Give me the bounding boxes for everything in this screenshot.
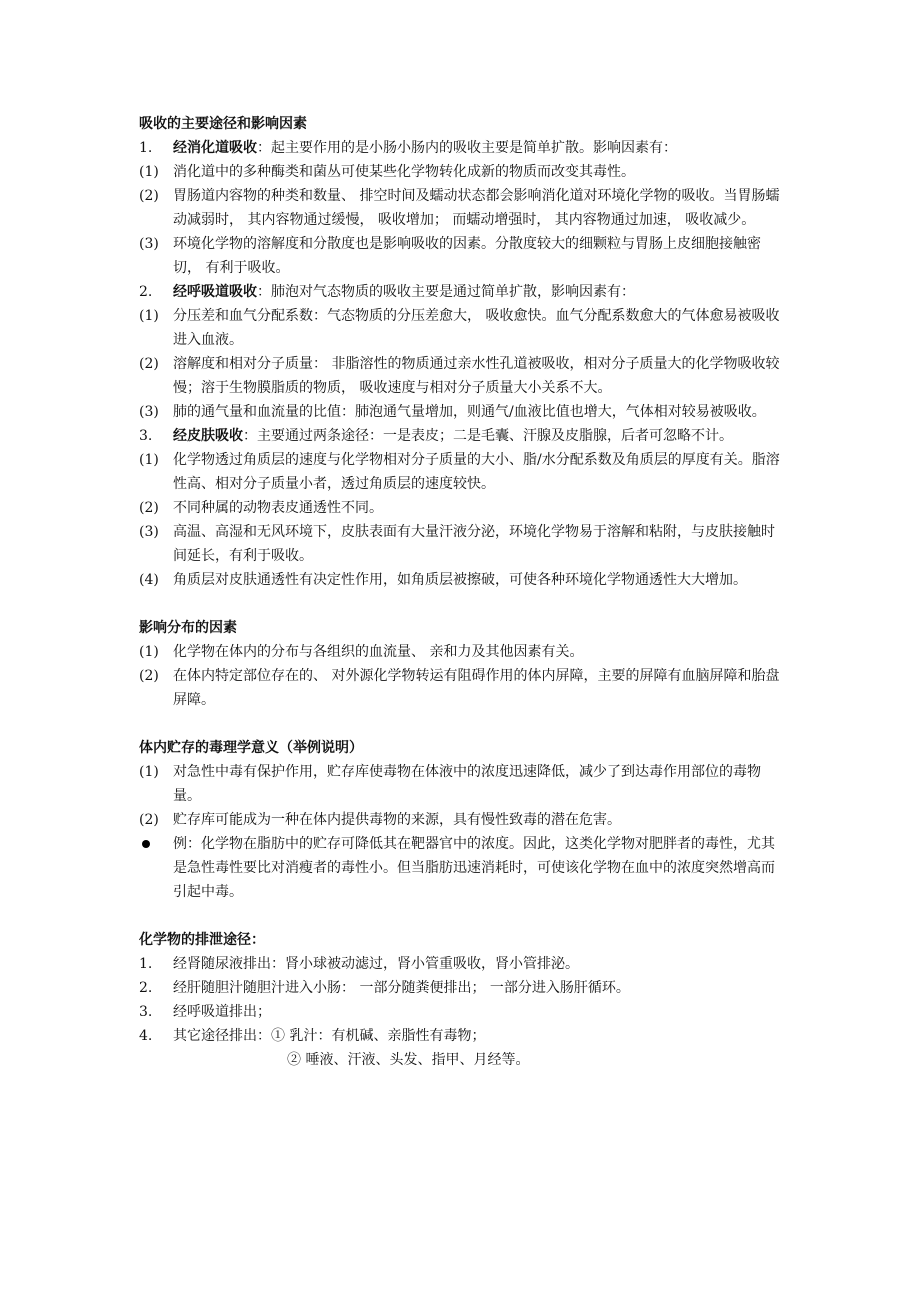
list-item: (2) 贮存库可能成为一种在体内提供毒物的来源，具有慢性致毒的潜在危害。: [139, 812, 621, 828]
list-item: (4) 角质层对皮肤通透性有决定性作用，如角质层被擦破，可使各种环境化学物通透性大大增加。: [139, 572, 747, 588]
list-item: (1) 分压差和血气分配系数：气态物质的分压差愈大， 吸收愈快。血气分配系数愈大的气体愈易被吸收进入血液。: [139, 308, 780, 348]
list-item: (1) 化学物在体内的分布与各组织的血流量、 亲和力及其他因素有关。: [139, 644, 584, 660]
list-item: (1) 对急性中毒有保护作用，贮存库使毒物在体液中的浓度迅速降低，减少了到达毒作用部位的毒物量。: [139, 764, 761, 804]
list-item: 2. 经呼吸道吸收：肺泡对气态物质的吸收主要是通过简单扩散，影响因素有：: [139, 284, 635, 300]
section-title-excretion: 化学物的排泄途径：: [139, 932, 265, 948]
list-item: 例：化学物在脂肪中的贮存可降低其在靶器官中的浓度。因此，这类化学物对肥胖者的毒性，尤其是急性毒性要比对消瘦者的毒性小。但当脂肪迅速消耗时，可使该化学物在血中的浓度突然增高而引起中毒。: [139, 832, 784, 904]
term-gi-absorption: 经消化道吸收: [173, 140, 257, 156]
list-item: (3) 肺的通气量和血流量的比值：肺泡通气量增加，则通气/血液比值也增大，气体相对较易被吸收。: [139, 404, 766, 420]
list-item: 3. 经呼吸道排出；: [139, 1004, 271, 1020]
list-item: 1. 经消化道吸收：起主要作用的是小肠小肠内的吸收主要是简单扩散。影响因素有：: [139, 140, 677, 156]
bullet-icon: [142, 840, 150, 848]
list-item: (1) 消化道中的多种酶类和菌丛可使某些化学物转化成新的物质而改变其毒性。: [139, 164, 635, 180]
list-item-continuation: ② 唾液、汗液、头发、指甲、月经等。: [287, 1052, 530, 1068]
list-item: 4. 其它途径排出：① 乳汁：有机碱、亲脂性有毒物；: [139, 1028, 486, 1044]
list-item: (2) 胃肠道内容物的种类和数量、 排空时间及蠕动状态都会影响消化道对环境化学物的吸收。当胃肠蠕动减弱时， 其内容物通过缓慢， 吸收增加； 而蠕动增强时， 其内容物通过加速， 吸收减少。: [139, 188, 780, 228]
list-item: (1) 化学物透过角质层的速度与化学物相对分子质量的大小、脂/水分配系数及角质层的厚度有关。脂溶性高、相对分子质量小者，透过角质层的速度较快。: [139, 452, 780, 492]
list-item: 1. 经肾随尿液排出：肾小球被动滤过，肾小管重吸收，肾小管排泌。: [139, 956, 579, 972]
list-item: (3) 环境化学物的溶解度和分散度也是影响吸收的因素。分散度较大的细颗粒与胃肠上皮细胞接触密切， 有利于吸收。: [139, 236, 761, 276]
section-title-storage: 体内贮存的毒理学意义（举例说明）: [139, 740, 363, 756]
document-page: [139, 112, 784, 1072]
list-item: (2) 在体内特定部位存在的、 对外源化学物转运有阻碍作用的体内屏障，主要的屏障有血脑屏障和胎盘屏障。: [139, 668, 780, 708]
list-item: 3. 经皮肤吸收：主要通过两条途径：一是表皮；二是毛囊、汗腺及皮脂腺，后者可忽略不计。: [139, 428, 733, 444]
list-item: 2. 经肝随胆汁随胆汁进入小肠： 一部分随粪便排出； 一部分进入肠肝循环。: [139, 980, 630, 996]
section-title-distribution: 影响分布的因素: [139, 620, 237, 636]
list-item: (3) 高温、高湿和无风环境下，皮肤表面有大量汗液分泌，环境化学物易于溶解和粘附，与皮肤接触时间延长，有利于吸收。: [139, 524, 775, 564]
list-item: (2) 溶解度和相对分子质量： 非脂溶性的物质通过亲水性孔道被吸收，相对分子质量大的化学物吸收较慢；溶于生物膜脂质的物质， 吸收速度与相对分子质量大小关系不大。: [139, 356, 780, 396]
list-item: (2) 不同种属的动物表皮通透性不同。: [139, 500, 383, 516]
term-skin-absorption: 经皮肤吸收: [173, 428, 243, 444]
term-respiratory-absorption: 经呼吸道吸收: [173, 284, 257, 300]
section-title-absorption: 吸收的主要途径和影响因素: [139, 116, 307, 132]
